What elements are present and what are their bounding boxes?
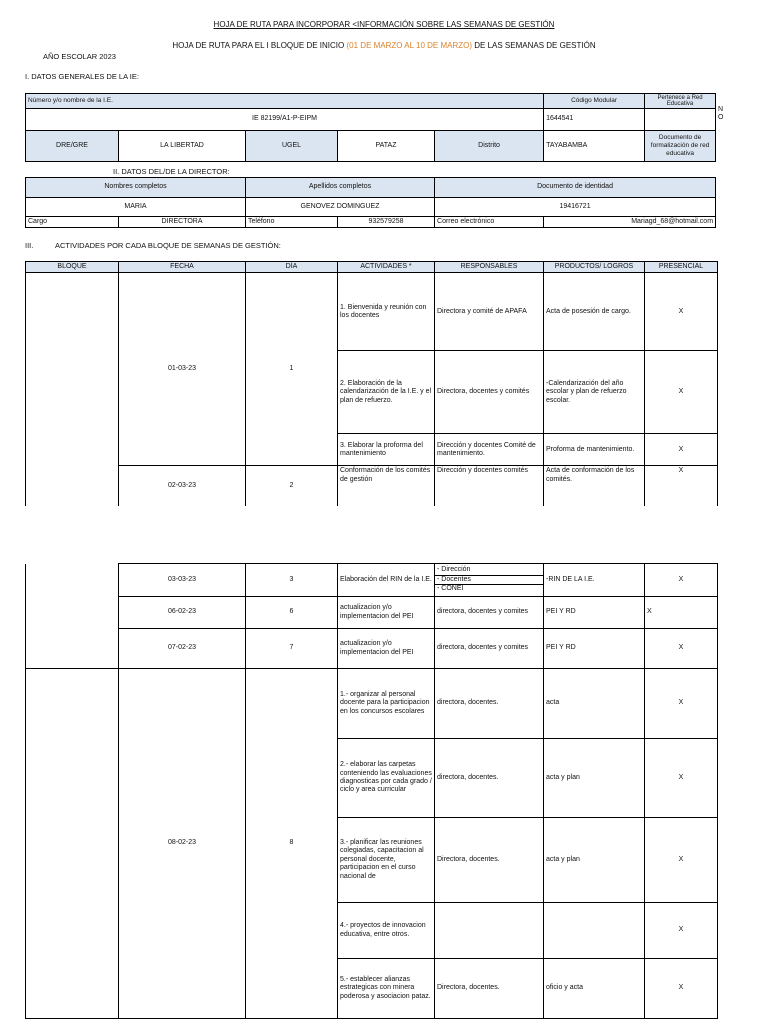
actividad-cell: actualizacion y/o implementacion del PEI [338, 597, 435, 629]
actividad-cell: Conformación de los comités de gestión [338, 466, 435, 506]
productos-cell: acta y plan [544, 739, 645, 818]
responsables-cell [435, 903, 544, 959]
presencial-cell: X [645, 273, 718, 351]
value-ie-name: IE 82199/A1-P-EIPM [26, 109, 544, 131]
label-network-document: Documento de formalización de red educativa [645, 131, 716, 162]
section3-heading: ACTIVIDADES POR CADA BLOQUE DE SEMANAS DE GESTIÓN: [55, 241, 281, 250]
responsables-cell: Dirección y docentes comités [435, 466, 544, 506]
productos-cell [544, 903, 645, 959]
value-dre: LA LIBERTAD [119, 131, 246, 162]
value-district: TAYABAMBA [544, 131, 645, 162]
value-surnames: GENOVEZ DOMINGUEZ [246, 198, 435, 217]
actividad-cell: 3. Elaborar la proforma del mantenimiento [338, 434, 435, 466]
col-actividades: ACTIVIDADES * [338, 262, 435, 273]
actividad-cell: 3.- planificar las reuniones colegiadas, capacitacion al personal docente, participacion en el curso nacional de [338, 818, 435, 903]
table-row [26, 466, 718, 506]
actividad-cell: 5.- establecer alianzas estrategicas con minera poderosa y asociacion pataz. [338, 959, 435, 1019]
fecha-cell: 02-03-23 [119, 466, 246, 506]
presencial-cell: X [645, 564, 718, 597]
responsable-line: - Dirección [435, 566, 543, 575]
value-phone: 932579258 [338, 217, 435, 228]
actividad-cell: Elaboración del RIN de la I.E. [338, 564, 435, 597]
label-district: Distrito [435, 131, 544, 162]
section2-heading: II. DATOS DEL/DE LA DIRECTOR: [113, 167, 230, 176]
label-names: Nombres completos [26, 178, 246, 198]
actividad-cell: actualizacion y/o implementacion del PEI [338, 629, 435, 669]
presencial-cell: X [645, 669, 718, 739]
subtitle-dates: (01 DE MARZO AL 10 DE MARZO) [346, 41, 473, 50]
label-modular-code: Código Modular [544, 94, 645, 109]
productos-cell: Acta de posesión de cargo. [544, 273, 645, 351]
productos-cell: acta y plan [544, 818, 645, 903]
document-subtitle [0, 41, 768, 50]
responsables-cell: Dirección y docentes Comité de mantenimiento. [435, 434, 544, 466]
label-phone: Teléfono [246, 217, 338, 228]
subtitle-prefix: HOJA DE RUTA PARA EL I BLOQUE DE INICIO [172, 41, 345, 50]
responsables-cell: directora, docentes. [435, 739, 544, 818]
presencial-cell: X [645, 629, 718, 669]
table-row [26, 629, 718, 669]
table-row [26, 597, 718, 629]
label-email: Correo electrónico [435, 217, 544, 228]
label-surnames: Apellidos completos [246, 178, 435, 198]
dia-cell: 3 [246, 564, 338, 597]
productos-cell: Proforma de mantenimiento. [544, 434, 645, 466]
col-presencial: PRESENCIAL [645, 262, 718, 273]
presencial-cell: X [645, 739, 718, 818]
actividad-cell: 4.- proyectos de innovacion educativa, entre otros. [338, 903, 435, 959]
presencial-cell: X [645, 466, 718, 506]
responsables-cell: Directora y comité de APAFA [435, 273, 544, 351]
presencial-cell: X [645, 903, 718, 959]
responsables-cell: Directora, docentes y comités [435, 351, 544, 434]
actividad-cell: 2. Elaboración de la calendarización de la I.E. y el plan de refuerzo. [338, 351, 435, 434]
subtitle-suffix: DE LAS SEMANAS DE GESTIÓN [474, 41, 596, 50]
dia-cell: 6 [246, 597, 338, 629]
value-id: 19416721 [435, 198, 716, 217]
responsables-cell: Directora, docentes. [435, 959, 544, 1019]
responsables-cell: directora, docentes y comites [435, 597, 544, 629]
col-bloque: BLOQUE [26, 262, 119, 273]
responsable-line: - Docentes [435, 576, 543, 585]
actividad-cell: 2.- elaborar las carpetas conteniendo las evaluaciones diagnosticas por cada grado / ciclo y area curricular [338, 739, 435, 818]
fecha-cell: 03-03-23 [119, 564, 246, 597]
label-network: Pertenece a Red Educativa [645, 94, 716, 109]
label-dre: DRE/GRE [26, 131, 119, 162]
productos-cell: PEI Y RD [544, 629, 645, 669]
value-network: NO [718, 106, 724, 121]
label-cargo: Cargo [26, 217, 119, 228]
col-fecha: FECHA [119, 262, 246, 273]
label-ugel: UGEL [246, 131, 338, 162]
dia-cell: 7 [246, 629, 338, 669]
school-year: AÑO ESCOLAR 2023 [43, 52, 116, 61]
presencial-cell: X [645, 434, 718, 466]
label-id: Documento de identidad [435, 178, 716, 198]
table-row [26, 669, 718, 739]
responsables-cell: Directora, docentes. [435, 818, 544, 903]
fecha-cell: 01-03-23 [119, 273, 246, 466]
fecha-cell: 08-02-23 [119, 669, 246, 1019]
col-dia: DÍA [246, 262, 338, 273]
activities-table-page1 [25, 261, 718, 506]
responsables-cell: directora, docentes. [435, 669, 544, 739]
bloque-cell [26, 273, 119, 506]
actividad-cell: 1. Bienvenida y reunión con los docentes [338, 273, 435, 351]
col-productos: PRODUCTOS/ LOGROS [544, 262, 645, 273]
director-data-table [25, 177, 716, 228]
responsables-cell: directora, docentes y comites [435, 629, 544, 669]
col-responsables: RESPONSABLES [435, 262, 544, 273]
table-row [26, 273, 718, 351]
table-row [26, 564, 718, 597]
fecha-cell: 06-02-23 [119, 597, 246, 629]
value-email: Mariagd_68@hotmail.com [544, 217, 716, 228]
presencial-cell: X [645, 351, 718, 434]
value-modular-code: 1644541 [544, 109, 645, 131]
label-ie-name: Número y/o nombre de la I.E. [26, 94, 544, 109]
productos-cell: acta [544, 669, 645, 739]
section1-heading: I. DATOS GENERALES DE LA IE: [25, 72, 139, 81]
dia-cell: 8 [246, 669, 338, 1019]
bloque-cell [26, 669, 119, 1019]
responsables-cell [435, 564, 544, 597]
general-data-table [25, 93, 716, 162]
actividad-cell: 1.- organizar al personal docente para la participacion en los concursos escolares [338, 669, 435, 739]
productos-cell: Acta de conformación de los comités. [544, 466, 645, 506]
presencial-cell: X [645, 959, 718, 1019]
value-network-cell [645, 109, 716, 131]
value-cargo: DIRECTORA [119, 217, 246, 228]
presencial-cell: X [645, 818, 718, 903]
section3-heading-num: III. [25, 241, 34, 250]
presencial-cell: X [645, 597, 718, 629]
dia-cell: 1 [246, 273, 338, 466]
dia-cell: 2 [246, 466, 338, 506]
value-names: MARIA [26, 198, 246, 217]
document-title: HOJA DE RUTA PARA INCORPORAR <INFORMACIÓN SOBRE LAS SEMANAS DE GESTIÓN [213, 20, 555, 29]
bloque-cell [26, 564, 119, 669]
productos-cell: oficio y acta [544, 959, 645, 1019]
fecha-cell: 07-02-23 [119, 629, 246, 669]
responsable-line: - CONEI [437, 585, 464, 593]
productos-cell: -RIN DE LA I.E. [544, 564, 645, 597]
productos-cell: -Calendarización del año escolar y plan de refuerzo escolar. [544, 351, 645, 434]
productos-cell: PEI Y RD [544, 597, 645, 629]
activities-table-page2 [25, 563, 718, 1019]
value-ugel: PATAZ [338, 131, 435, 162]
